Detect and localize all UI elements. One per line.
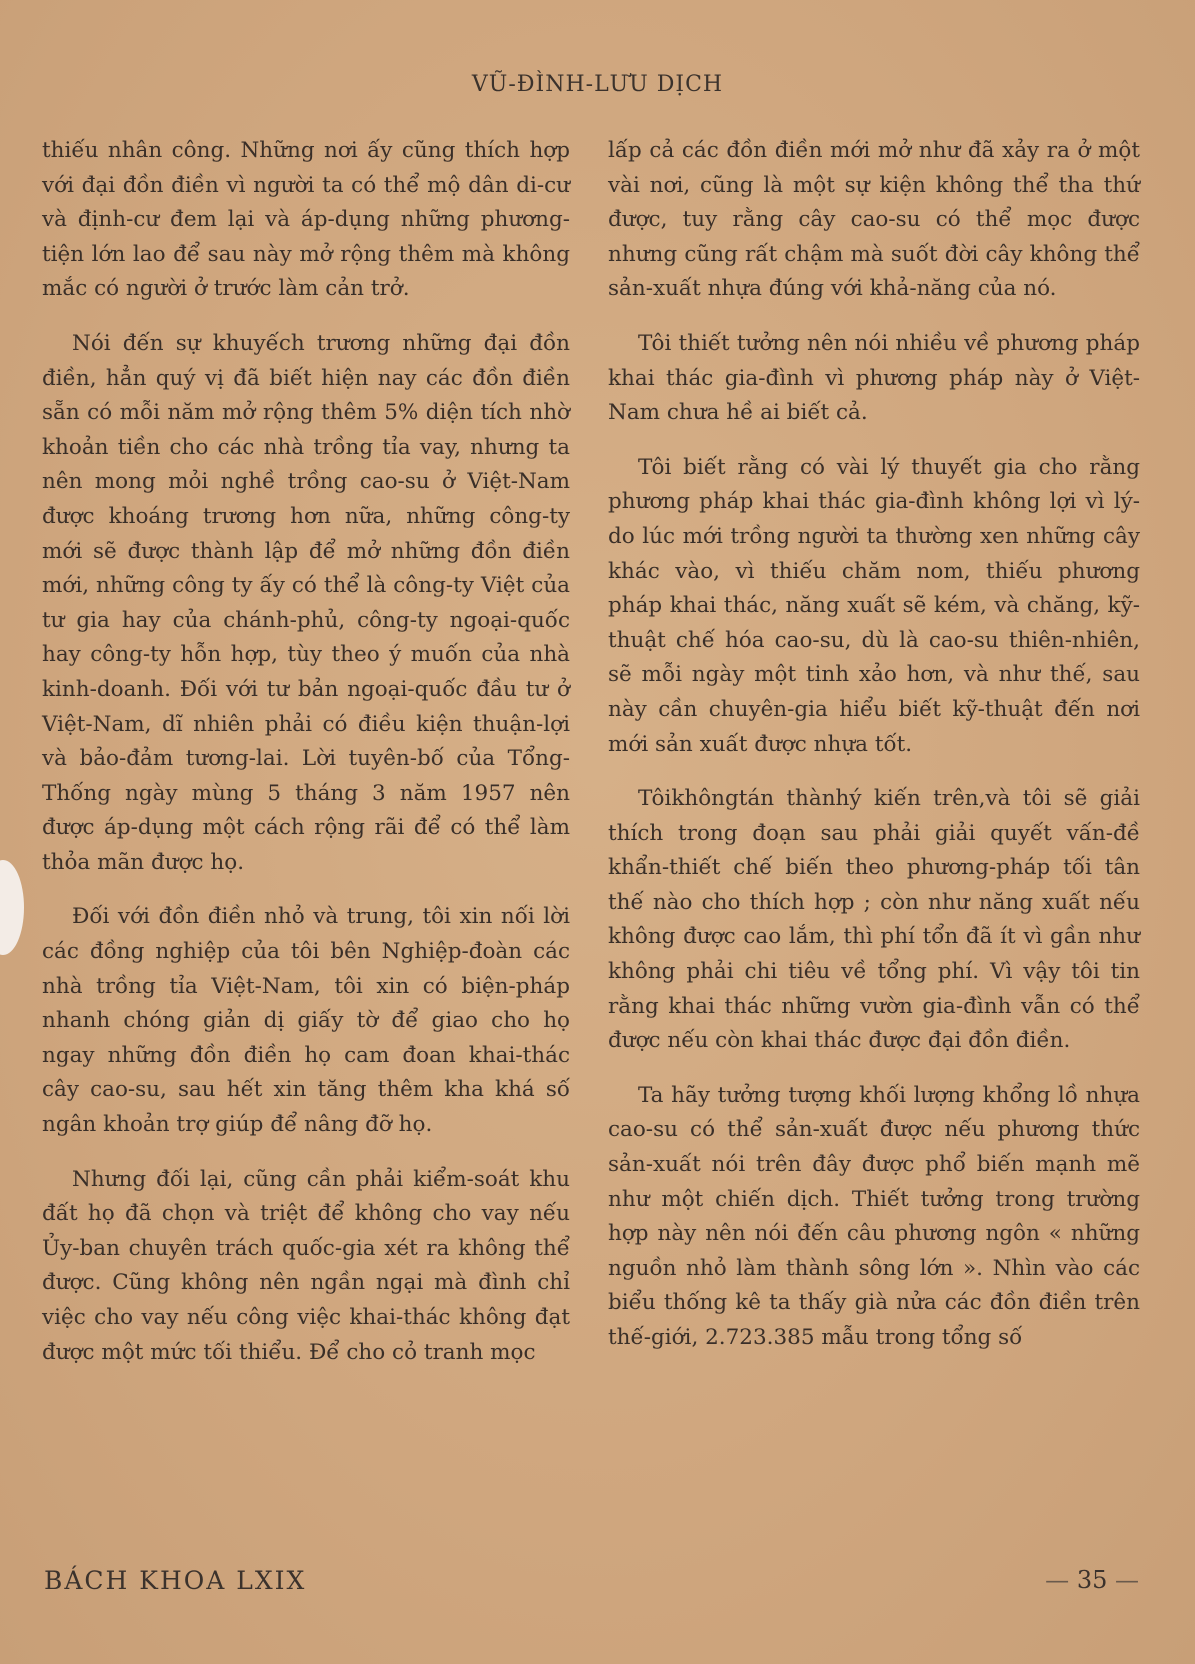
page-number: 35: [1076, 1566, 1108, 1594]
right-column: [608, 134, 1140, 1376]
paragraph: Ta hãy tưởng tượng khối lượng khổng lồ nhựa cao-su có thể sản-xuất được nếu phương thức sản-xuất nói trên đây được phổ biến mạnh mẽ như một chiến dịch. Thiết tưởng trong trường hợp này nên nói đến câu phương ngôn « những nguồn nhỏ làm thành sông lớn ». Nhìn vào các biểu thống kê ta thấy già nửa các đồn điền trên thế-giới, 2.723.385 mẫu trong tổng số: [608, 1082, 1140, 1350]
paragraph: Tôi biết rằng có vài lý thuyết gia cho rằng phương pháp khai thác gia-đình không lợi vì lý-do lúc mới trồng người ta thường xen những cây khác vào, vì thiếu chăm nom, thiếu phương pháp khai thác, năng xuất sẽ kém, và chăng, kỹ-thuật chế hóa cao-su, dù là cao-su thiên-nhiên, sẽ mỗi ngày một tinh xảo hơn, và như thế, sau này cần chuyên-gia hiểu biết kỹ-thuật đến nơi mới sản xuất được nhựa tốt.: [608, 454, 1140, 757]
dash: —: [1115, 1566, 1139, 1594]
page-number-block: [1045, 1566, 1139, 1594]
left-column: [42, 134, 570, 1390]
paragraph: lấp cả các đồn điền mới mở như đã xảy ra ở một vài nơi, cũng là một sự kiện không thể tha thứ được, tuy rằng cây cao-su có thể mọc được nhưng cũng rất chậm mà suốt đời cây không thể sản-xuất nhựa đúng với khả-năng của nó.: [608, 138, 1140, 302]
paragraph: Tôi thiết tưởng nên nói nhiều về phương pháp khai thác gia-đình vì phương pháp này ở Việt-Nam chưa hề ai biết cả.: [608, 330, 1140, 426]
paragraph: Nhưng đối lại, cũng cần phải kiểm-soát khu đất họ đã chọn và triệt để không cho vay nếu Ủy-ban chuyên trách quốc-gia xét ra không thể được. Cũng không nên ngần ngại mà đình chỉ việc cho vay nếu công việc khai-thác không đạt được một mức tối thiểu. Để cho cỏ tranh mọc: [42, 1166, 570, 1365]
dash: —: [1045, 1566, 1070, 1594]
page-header: VŨ-ĐÌNH-LƯU DỊCH: [471, 72, 724, 97]
paragraph: Tôikhôngtán thànhý kiến trên,và tôi sẽ giải thích trong đoạn sau phải giải quyết vấn-đề khẩn-thiết chế biến theo phương-pháp tối tân thế nào cho thích hợp ; còn như năng xuất nếu không được cao lắm, thì phí tổn đã ít vì gần như không phải chi tiêu về tổng phí. Vì vậy tôi tin rằng khai thác những vườn gia-đình vẫn có thể được nếu còn khai thác được đại đồn điền.: [608, 786, 1140, 1054]
paragraph: thiếu nhân công. Những nơi ấy cũng thích hợp với đại đồn điền vì người ta có thể mộ dân di-cư và định-cư đem lại và áp-dụng những phương-tiện lớn lao để sau này mở rộng thêm mà không mắc có người ở trước làm cản trở.: [42, 138, 570, 302]
binding-hole: [0, 860, 24, 955]
paragraph: Đối với đồn điền nhỏ và trung, tôi xin nối lời các đồng nghiệp của tôi bên Nghiệp-đoàn các nhà trồng tỉa Việt-Nam, tôi xin có biện-pháp nhanh chóng giản dị giấy tờ để giao cho họ ngay những đồn điền họ cam đoan khai-thác cây cao-su, sau hết xin tăng thêm kha khá số ngân khoản trợ giúp để nâng đỡ họ.: [42, 904, 570, 1138]
paragraph: Nói đến sự khuyếch trương những đại đồn điền, hẳn quý vị đã biết hiện nay các đồn điền sẵn có mỗi năm mở rộng thêm 5% diện tích nhờ khoản tiền cho các nhà trồng tỉa vay, nhưng ta nên mong mỏi nghề trồng cao-su ở Việt-Nam được khoáng trương hơn nữa, những công-ty mới sẽ được thành lập để mở những đồn điền mới, những công ty ấy có thể là công-ty Việt của tư gia hay của chánh-phủ, công-ty ngoại-quốc hay công-ty hỗn hợp, tùy theo ý muốn của nhà kinh-doanh. Đối với tư bản ngoại-quốc đầu tư ở Việt-Nam, dĩ nhiên phải có điều kiện thuận-lợi và bảo-đảm tương-lai. Lời tuyên-bố của Tổng-Thống ngày mùng 5 tháng 3 năm 1957 nên được áp-dụng một cách rộng rãi để có thể làm thỏa mãn được họ.: [42, 330, 570, 875]
journal-name: BÁCH KHOA LXIX: [44, 1566, 307, 1595]
